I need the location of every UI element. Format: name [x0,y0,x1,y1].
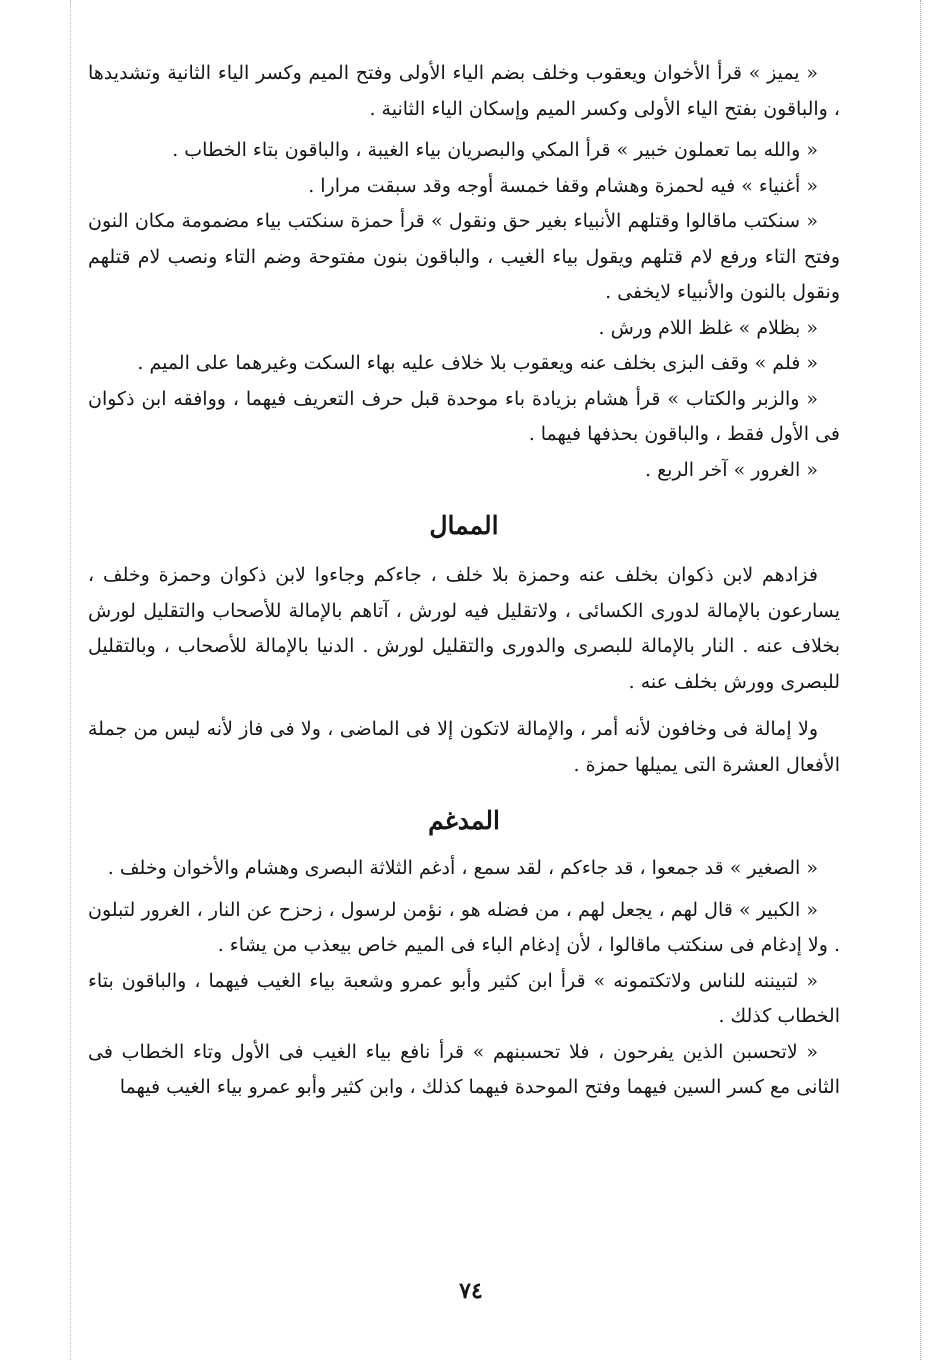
heading-mumal: الممال [429,511,499,540]
paragraph-kabir: « الكبير » قال لهم ، يجعل لهم ، من فضله هو ، نؤمن لرسول ، زحزح عن النار ، الغرور لتبلون . ولا إدغام فى سنكتب ماقالوا ، لأن إدغام الباء فى الميم خاص بيعذب من يشاء . [88,898,840,956]
section-qiraat [88,56,840,488]
paragraph-imala-list: فزادهم لابن ذكوان بخلف عنه وحمزة بلا خلف ، جاءكم وجاءوا لابن ذكوان وحمزة وخلف ، يسارعون بالإمالة لدورى الكسائى ، ولاتقليل فيه لورش ، آتاهم بالإمالة للأصحاب والتقليل لورش بخلاف عنه . النار بالإمالة للبصرى والدورى والتقليل لورش . الدنيا بالإمالة للأصحاب ، وبالتقليل للبصرى وورش بخلف عنه . [88,564,840,693]
paragraph-latubayyinunnahu: « لتبيننه للناس ولاتكتمونه » قرأ ابن كثير وأبو عمرو وشعبة بياء الغيب فيهما ، والباقون بتاء الخطاب كذلك . [88,969,840,1027]
page-number: ٧٤ [459,1278,483,1304]
section-mudgham [88,851,840,1106]
heading-mudgham: المدغم [428,806,500,835]
section-mumal [88,558,840,783]
page-body [88,56,840,1106]
scan-binding-edge-right [920,0,921,1360]
paragraph-zubur: « والزبر والكتاب » قرأ هشام بزيادة باء موحدة قبل حرف التعريف فيهما ، ووافقه ابن ذكوان فى الأول فقط ، والباقون بحذفها فيهما . [88,387,840,445]
paragraph-latahsabanna: « لاتحسبن الذين يفرحون ، فلا تحسبنهم » قرأ نافع بياء الغيب فى الأول وتاء الخطاب فى الثانى مع كسر السين فيهما وفتح الموحدة فيهما كذلك ، وابن كثير وأبو عمرو بياء الغيب فيهما [88,1040,840,1098]
scan-binding-edge-left [70,0,71,1360]
paragraph-no-imala: ولا إمالة فى وخافون لأنه أمر ، والإمالة لاتكون إلا فى الماضى ، ولا فى فاز لأنه ليس من جملة الأفعال العشرة التى يميلها حمزة . [88,718,840,776]
paragraph-yamiz: « يميز » قرأ الأخوان ويعقوب وخلف بضم الياء الأولى وفتح الميم وكسر الياء الثانية وتشديدها ، والباقون بفتح الياء الأولى وكسر الميم وإسكان الياء الثانية . [88,62,840,120]
paragraph-aghniya: « أغنياء » فيه لحمزة وهشام وقفا خمسة أوجه وقد سبقت مرارا . [308,174,818,197]
paragraph-ghurur: « الغرور » آخر الربع . [644,458,818,481]
paragraph-saghir: « الصغير » قد جمعوا ، قد جاءكم ، لقد سمع ، أدغم الثلاثة البصرى وهشام والأخوان وخلف . [107,857,818,879]
paragraph-falima: « فلم » وقف البزى بخلف عنه ويعقوب بلا خلاف عليه بهاء السكت وغيرهما على الميم . [137,352,818,374]
paragraph-bizallam: « بظلام » غلظ اللام ورش . [598,316,818,339]
paragraph-khabir: « والله بما تعملون خبير » قرأ المكي والبصريان بياء الغيبة ، والباقون بتاء الخطاب . [172,139,818,161]
paragraph-sanaktubu: « سنكتب ماقالوا وقتلهم الأنبياء بغير حق ونقول » قرأ حمزة سنكتب بياء مضمومة مكان النون وفتح التاء ورفع لام قتلهم ويقول بياء الغيب ، والباقون بنون مفتوحة وضم التاء ونصب لام قتلهم ونقول بالنون والأنبياء لايخفى . [88,210,840,303]
